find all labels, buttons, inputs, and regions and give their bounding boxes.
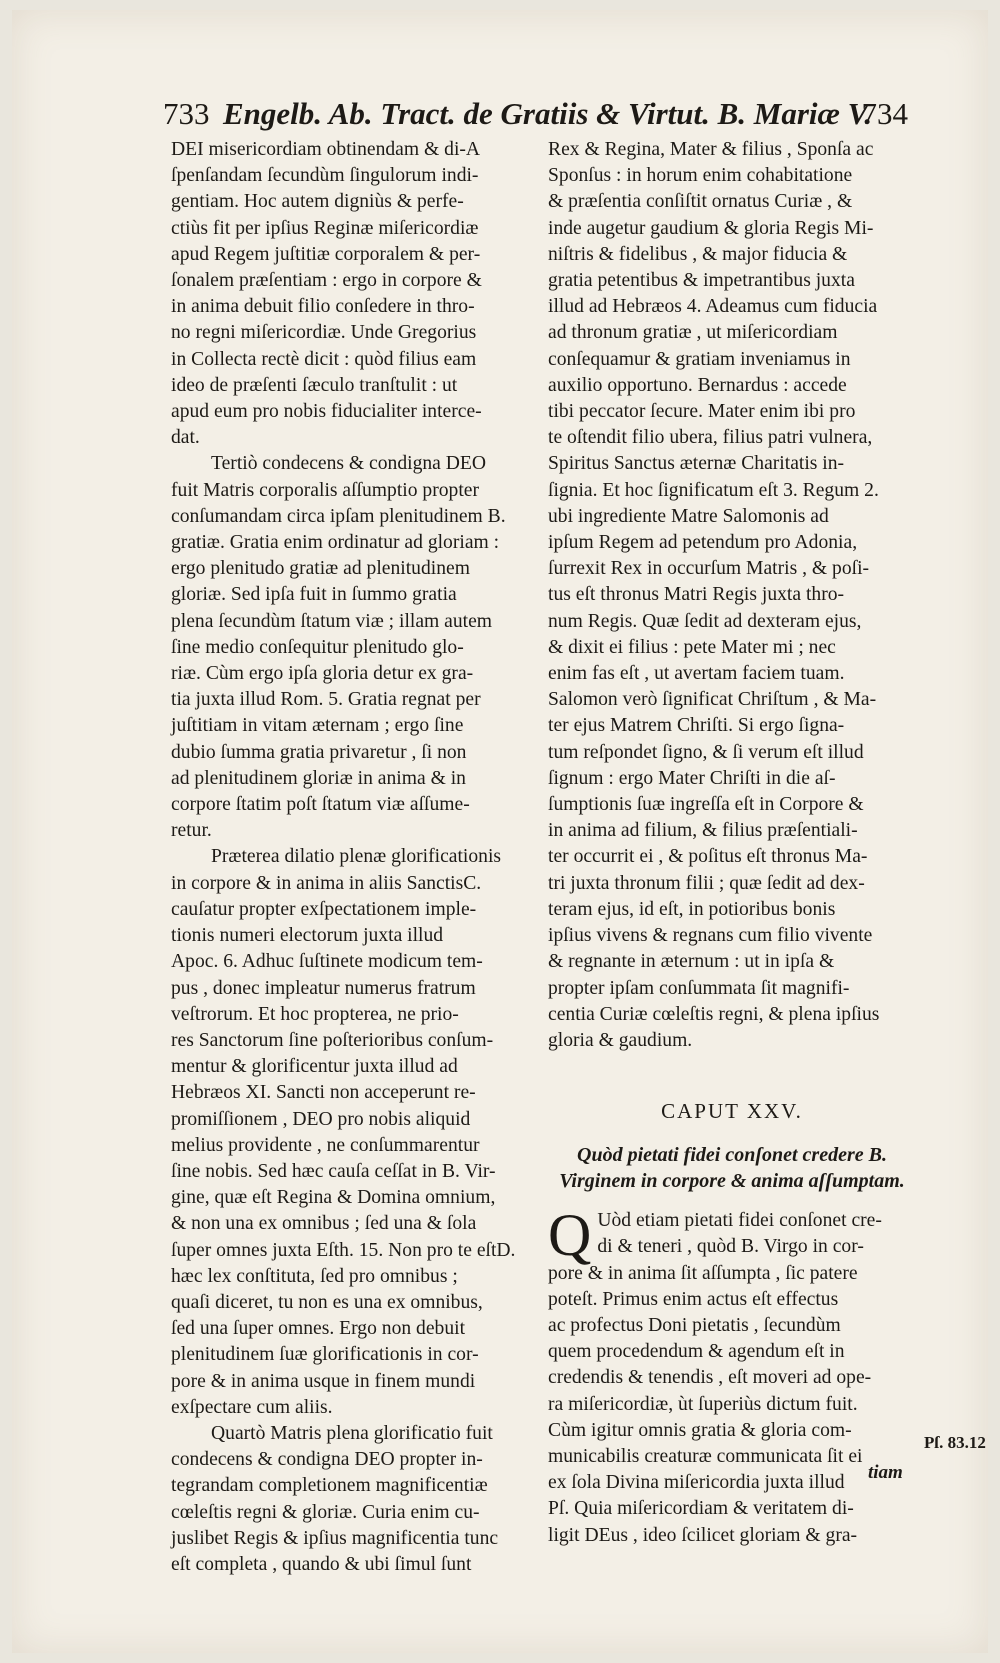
text-line: ipſius vivens & regnans cum filio vivente (548, 925, 873, 947)
text-line: retur. (171, 820, 212, 842)
text-line: tri juxta thronum filii ; quæ ſedit ad dex- (548, 872, 865, 894)
chapter-body-text (548, 1202, 916, 1549)
text-line: Hebræos XI. Sancti non acceperunt re- (171, 1082, 476, 1104)
text-line: ter ejus Matrem Chriſti. Si ergo ſigna- (548, 715, 845, 737)
drop-cap: Q (548, 1202, 592, 1269)
text-line: pus , donec impleatur numerus fratrum (171, 977, 476, 999)
text-line: propter ipſam conſummata ſit magnifi- (548, 977, 850, 999)
text-line: ſed una ſuper omnes. Ergo non debuit (171, 1318, 466, 1340)
left-text-column (171, 137, 544, 1578)
text-line: exſpectare cum aliis. (171, 1396, 333, 1418)
text-line: & præſentia conſiſtit ornatus Curiæ , & (548, 191, 853, 213)
text-line: poteſt. Primus enim actus eſt effectus (548, 1288, 839, 1310)
chapter-subtitle: Quòd pietati fidei conſonet credere B. Virginem in corpore & anima aſſumptam. (559, 1144, 905, 1193)
text-line: centia Curiæ cœleſtis regni, & plena ipſius (548, 1003, 880, 1025)
text-line: gentiam. Hoc autem digniùs & perfe- (171, 191, 464, 213)
text-line: tia juxta illud Rom. 5. Gratia regnat per (171, 689, 481, 711)
text-line: Cùm igitur omnis gratia & gloria com- (548, 1419, 852, 1441)
text-line: juſtitiam in vitam æternam ; ergo ſine (171, 715, 464, 737)
text-line: Salomon verò ſignificat Chriſtum , & Ma- (548, 689, 877, 711)
text-line: no regni miſericordiæ. Unde Gregorius (171, 322, 477, 344)
text-line: tionis numeri electorum juxta illud (171, 925, 444, 947)
text-line: Apoc. 6. Adhuc ſuſtinete modicum tem- (171, 951, 483, 973)
catchword: tiam (868, 1462, 903, 1483)
text-line: pore & in anima ſit aſſumpta , ſic patere (548, 1262, 858, 1284)
text-line: ac profectus Doni pietatis , ſecundùm (548, 1314, 841, 1336)
text-line: ſine medio conſequitur plenitudo glo- (171, 636, 464, 658)
text-line: dubio ſumma gratia privaretur , ſi non (171, 741, 467, 763)
text-line: teram ejus, id eſt, in potioribus bonis (548, 898, 836, 920)
text-line: ra miſericordiæ, ùt ſuperiùs dictum fuit. (548, 1393, 858, 1415)
text-line: gloriæ. Sed ipſa fuit in ſummo gratia (171, 584, 457, 606)
text-line: dat. (171, 427, 200, 449)
text-line: melius providente , ne conſummarentur (171, 1134, 480, 1156)
page-header (163, 96, 908, 132)
text-line: ſine nobis. Sed hæc cauſa ceſſat in B. Vir- (171, 1160, 496, 1182)
text-line: te oſtendit filio ubera, filius patri vulnera, (548, 427, 873, 449)
text-line: conſumandam circa ipſam plenitudinem B. (171, 505, 506, 527)
text-line: & non una ex omnibus ; ſed una & ſola (171, 1213, 477, 1235)
text-line: ter occurrit ei , & poſitus eſt thronus Ma- (548, 846, 868, 868)
text-line: quaſi diceret, tu non es una ex omnibus, (171, 1291, 483, 1313)
text-line: ipſum Regem ad petendum pro Adonia, (548, 532, 858, 554)
text-line: gine, quæ eſt Regina & Domina omnium, (171, 1187, 496, 1209)
text-line: municabilis creaturæ communicata ſit ei (548, 1445, 863, 1467)
text-line: & dixit ei filius : pete Mater mi ; nec (548, 636, 836, 658)
text-line: hæc lex conſtituta, ſed pro omnibus ; (171, 1265, 458, 1287)
text-line: apud Regem juſtitiæ corporalem & per- (171, 243, 481, 265)
chapter-title: CAPUT XXV. (661, 1099, 803, 1124)
text-line: ad plenitudinem gloriæ in anima & in (171, 767, 466, 789)
text-line: illud ad Hebræos 4. Adeamus cum fiducia (548, 296, 878, 318)
text-line: tegrandam completionem magnificentiæ (171, 1475, 488, 1497)
text-line: auxilio opportuno. Bernardus : accede (548, 374, 847, 396)
chapter-body (548, 1202, 916, 1549)
text-line: in anima ad filium, & filius præſentiali- (548, 820, 858, 842)
text-line: cauſatur propter exſpectationem imple- (171, 898, 477, 920)
text-line: Rex & Regina, Mater & filius , Sponſa ac (548, 139, 874, 160)
text-line: num Regis. Quæ ſedit ad dexteram ejus, (548, 610, 862, 632)
text-line: di & teneri , quòd B. Virgo in cor- (597, 1236, 864, 1258)
text-line: Pſ. Quia miſericordiam & veritatem di- (548, 1498, 854, 1520)
text-line: riæ. Cùm ergo ipſa gloria detur ex gra- (171, 663, 474, 685)
text-line: mentur & glorificentur juxta illud ad (171, 1056, 458, 1078)
text-line: tus eſt thronus Matri Regis juxta thro- (548, 584, 845, 606)
text-line: ligit DEus , ideo ſcilicet gloriam & gra- (548, 1524, 858, 1546)
text-line: Sponſus : in horum enim cohabitatione (548, 165, 853, 187)
margin-reference: Pſ. 83.12 (924, 1433, 986, 1452)
text-line: corpore ſtatim poſt ſtatum viæ aſſume- (171, 794, 470, 816)
text-line: in corpore & in anima in aliis SanctisC. (171, 872, 482, 894)
text-line: cœleſtis regni & gloriæ. Curia enim cu- (171, 1501, 480, 1523)
text-line: ideo de præſenti ſæculo tranſtulit : ut (171, 374, 458, 396)
text-line: juslibet Regis & ipſius magnificentia tunc (171, 1527, 499, 1549)
text-line: niſtris & fidelibus , & major fiducia & (548, 243, 848, 265)
text-line: in anima debuit filio conſedere in thro- (171, 296, 475, 318)
page-number-right: 734 (861, 96, 908, 131)
text-line: promiſſionem , DEO pro nobis aliquid (171, 1108, 471, 1130)
text-line: ſignum : ergo Mater Chriſti in die aſ- (548, 767, 836, 789)
text-line: enim fas eſt , ut avertam faciem tuam. (548, 663, 845, 685)
text-line: ergo plenitudo gratiæ ad plenitudinem (171, 558, 470, 580)
text-line: ad thronum gratiæ , ut miſericordiam (548, 322, 838, 344)
text-line: Spiritus Sanctus æternæ Charitatis in- (548, 453, 845, 475)
running-title: Engelb. Ab. Tract. de Gratiis & Virtut. B. Mariæ V. (223, 96, 873, 131)
text-line: gratia petentibus & impetrantibus juxta (548, 270, 855, 292)
text-line: Uòd etiam pietati fidei conſonet cre- (597, 1210, 882, 1232)
text-line: ſurrexit Rex in occurſum Matris , & poſi- (548, 558, 870, 580)
text-line: pore & in anima usque in finem mundi (171, 1370, 476, 1392)
text-line: Quartò Matris plena glorificatio fuit (211, 1422, 493, 1444)
right-column-text (548, 137, 916, 1054)
text-line: veſtrorum. Et hoc propterea, ne prio- (171, 1003, 459, 1025)
text-line: ubi ingrediente Matre Salomonis ad (548, 505, 829, 527)
text-line: ctiùs fit per ipſius Reginæ miſericordiæ (171, 217, 479, 239)
text-line: res Sanctorum ſine poſterioribus conſum- (171, 1029, 494, 1051)
text-line: quem procedendum & agendum eſt in (548, 1341, 845, 1363)
text-line: in Collecta rectè dicit : quòd filius eam (171, 348, 477, 370)
text-line: Præterea dilatio plenæ glorificationis (211, 846, 502, 868)
text-line: eſt completa , quando & ubi ſimul ſunt (171, 1553, 472, 1575)
text-line: Tertiò condecens & condigna DEO (211, 453, 487, 475)
text-line: DEI misericordiam obtinendam & di-A (171, 139, 481, 160)
page-number-left: 733 (163, 96, 210, 131)
text-line: ſpenſandam ſecundùm ſingulorum indi- (171, 165, 479, 187)
text-line: inde augetur gaudium & gloria Regis Mi- (548, 217, 874, 239)
text-line: credendis & tenendis , eſt moveri ad ope- (548, 1367, 872, 1389)
text-line: ſignia. Et hoc ſignificatum eſt 3. Regum 2. (548, 479, 879, 501)
text-line: tum reſpondet ſigno, & ſi verum eſt illud (548, 741, 864, 763)
text-line: plena ſecundùm ſtatum viæ ; illam autem (171, 610, 493, 632)
text-line: ex ſola Divina miſericordia juxta illud (548, 1472, 845, 1494)
text-line: tibi peccator ſecure. Mater enim ibi pro (548, 401, 856, 423)
text-line: gratiæ. Gratia enim ordinatur ad gloriam : (171, 532, 500, 554)
text-line: fuit Matris corporalis aſſumptio propter (171, 479, 479, 501)
text-line: conſequamur & gratiam inveniamus in (548, 348, 851, 370)
text-line: gloria & gaudium. (548, 1029, 693, 1051)
text-line: condecens & condigna DEO propter in- (171, 1449, 483, 1471)
text-line: ſonalem præſentiam : ergo in corpore & (171, 270, 482, 292)
right-text-column (548, 137, 916, 1549)
text-line: ſuper omnes juxta Eſth. 15. Non pro te eſtD. (171, 1239, 516, 1261)
text-line: plenitudinem ſuæ glorificationis in cor- (171, 1344, 479, 1366)
text-line: apud eum pro nobis fiducialiter interce- (171, 401, 482, 423)
text-line: ſumptionis ſuæ ingreſſa eſt in Corpore & (548, 794, 864, 816)
text-line: & regnante in æternum : ut in ipſa & (548, 951, 835, 973)
